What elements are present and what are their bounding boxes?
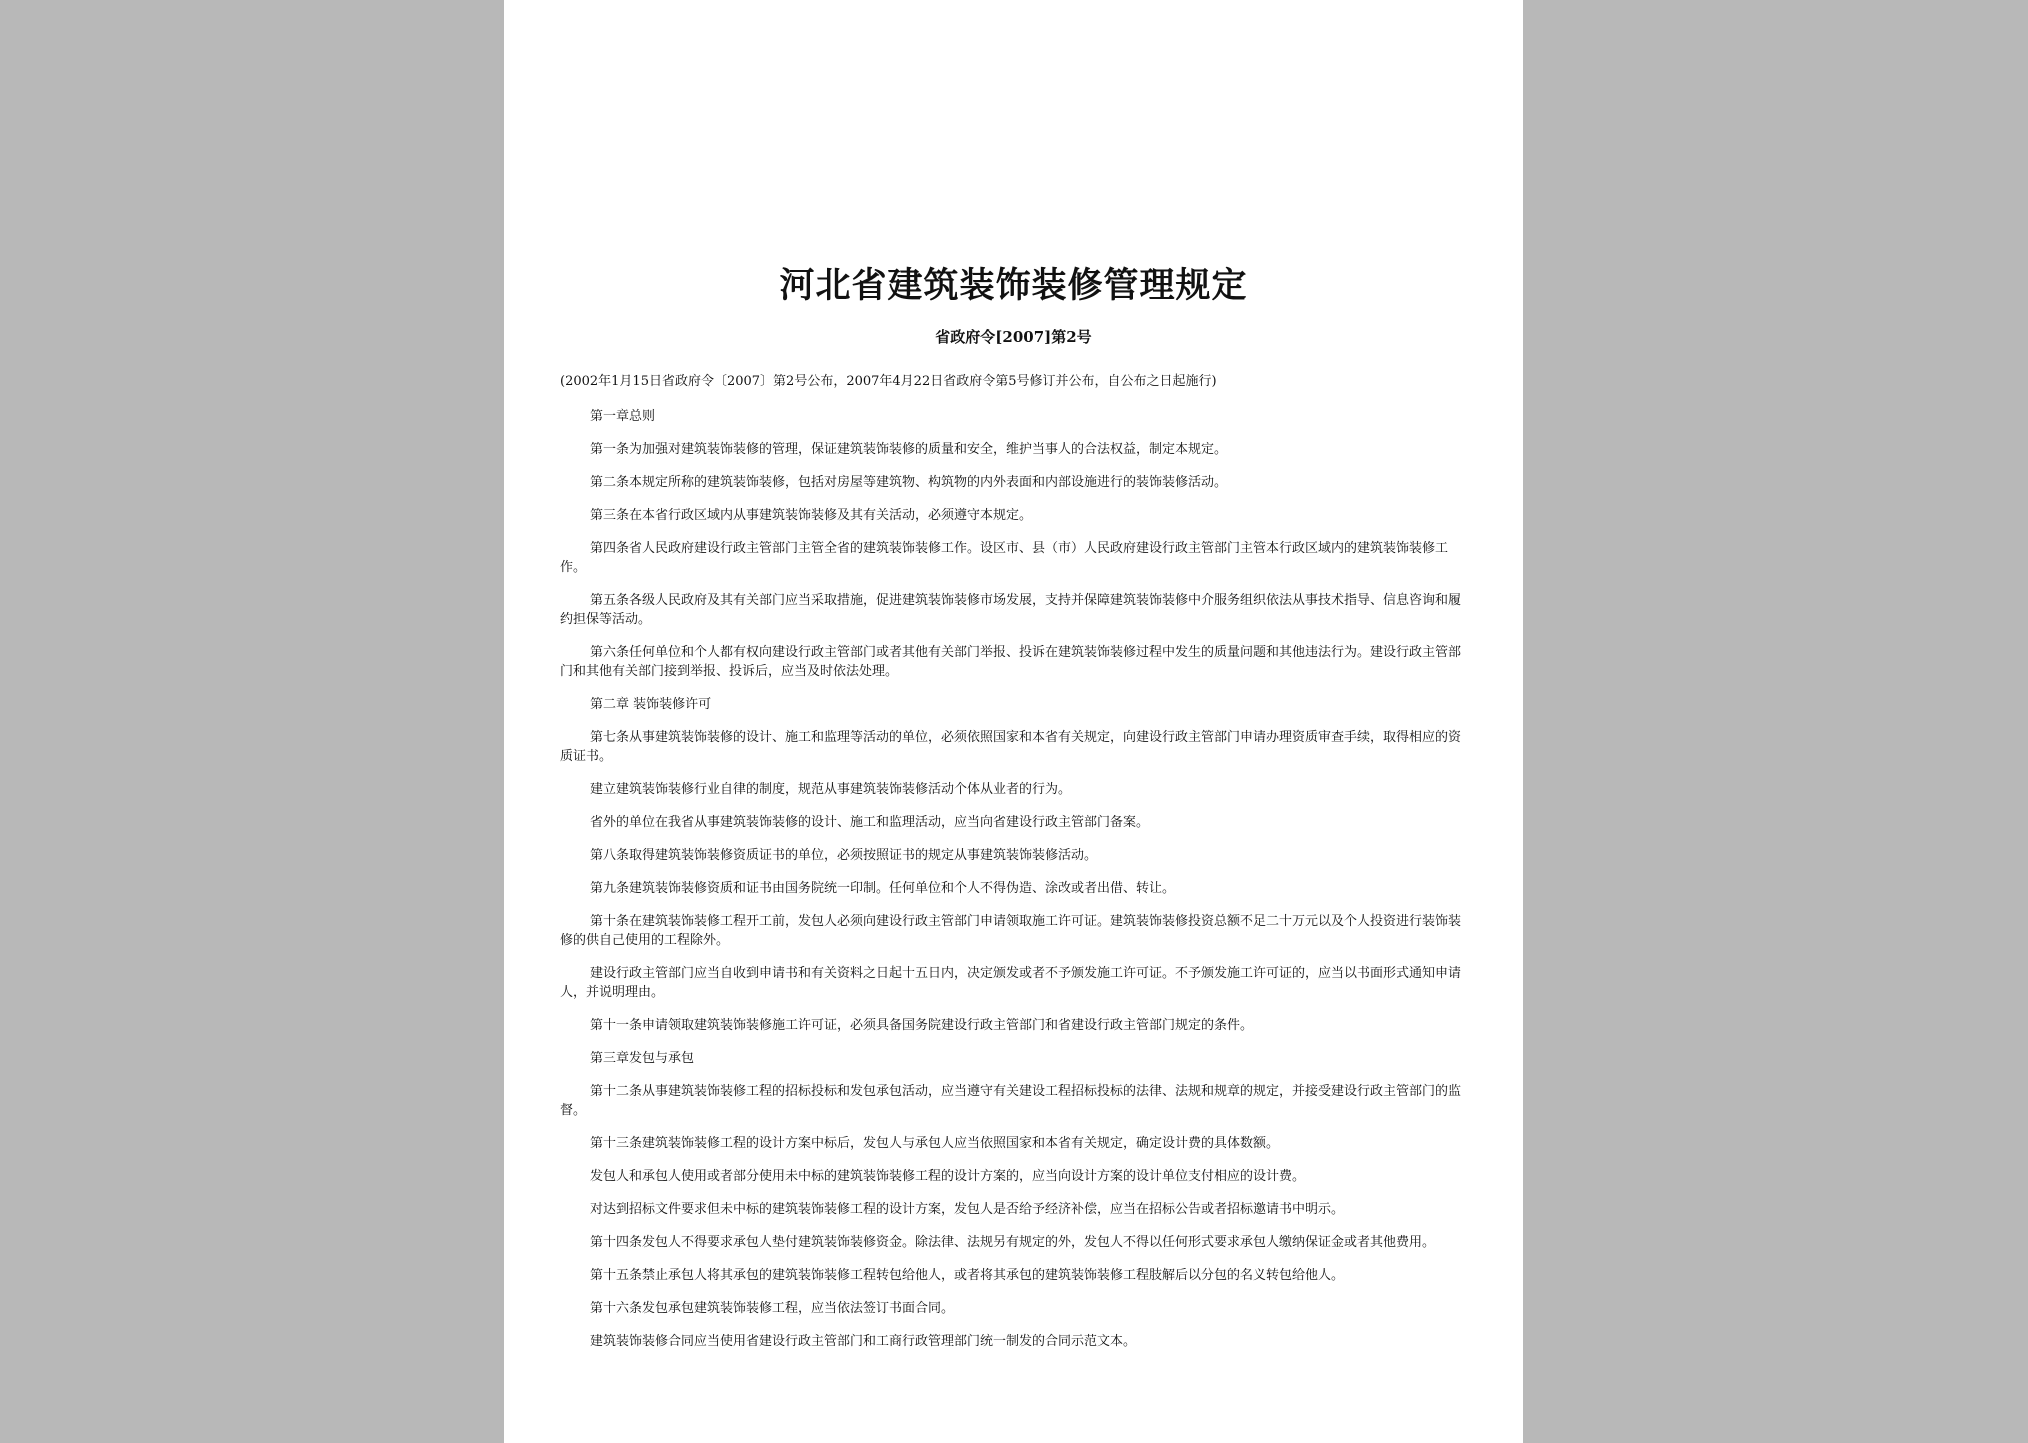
document-body: [560, 372, 1464, 1365]
article-paragraph: 第九条建筑装饰装修资质和证书由国务院统一印制。任何单位和个人不得伪造、涂改或者出借、转让。: [590, 881, 1176, 896]
chapter-heading: 第一章总则: [590, 409, 656, 424]
article-paragraph: 第三条在本省行政区域内从事建筑装饰装修及其有关活动，必须遵守本规定。: [590, 508, 1033, 523]
article-paragraph: 第十五条禁止承包人将其承包的建筑装饰装修工程转包给他人，或者将其承包的建筑装饰装修工程肢解后以分包的名义转包给他人。: [590, 1268, 1345, 1283]
article-paragraph: 第十一条申请领取建筑装饰装修施工许可证，必须具备国务院建设行政主管部门和省建设行政主管部门规定的条件。: [590, 1018, 1254, 1033]
article-paragraph: 第八条取得建筑装饰装修资质证书的单位，必须按照证书的规定从事建筑装饰装修活动。: [590, 848, 1098, 863]
chapter-heading: 第二章 装饰装修许可: [590, 697, 712, 712]
article-paragraph: 第六条任何单位和个人都有权向建设行政主管部门或者其他有关部门举报、投诉在建筑装饰装修过程中发生的质量问题和其他违法行为。建设行政主管部门和其他有关部门接到举报、投诉后，应当及时依法处理。: [560, 645, 1462, 679]
article-paragraph: 省外的单位在我省从事建筑装饰装修的设计、施工和监理活动，应当向省建设行政主管部门备案。: [590, 815, 1150, 830]
document-preamble: (2002年1月15日省政府令〔2007〕第2号公布，2007年4月22日省政府令第5号修订并公布，自公布之日起施行): [560, 374, 1217, 389]
article-paragraph: 第二条本规定所称的建筑装饰装修，包括对房屋等建筑物、构筑物的内外表面和内部设施进行的装饰装修活动。: [590, 475, 1228, 490]
document-title: 河北省建筑装饰装修管理规定: [779, 265, 1248, 306]
article-paragraph: 建立建筑装饰装修行业自律的制度，规范从事建筑装饰装修活动个体从业者的行为。: [590, 782, 1072, 797]
article-paragraph: 第十条在建筑装饰装修工程开工前，发包人必须向建设行政主管部门申请领取施工许可证。建筑装饰装修投资总额不足二十万元以及个人投资进行装饰装修的供自己使用的工程除外。: [560, 914, 1462, 948]
document-subtitle: 省政府令[2007]第2号: [935, 328, 1092, 346]
article-paragraph: 第七条从事建筑装饰装修的设计、施工和监理等活动的单位，必须依照国家和本省有关规定，向建设行政主管部门申请办理资质审查手续，取得相应的资质证书。: [560, 730, 1462, 764]
article-paragraph: 第十六条发包承包建筑装饰装修工程，应当依法签订书面合同。: [590, 1301, 955, 1316]
article-paragraph: 第十四条发包人不得要求承包人垫付建筑装饰装修资金。除法律、法规另有规定的外，发包人不得以任何形式要求承包人缴纳保证金或者其他费用。: [590, 1235, 1436, 1250]
chapter-heading: 第三章发包与承包: [590, 1051, 695, 1066]
article-paragraph: 第四条省人民政府建设行政主管部门主管全省的建筑装饰装修工作。设区市、县（市）人民政府建设行政主管部门主管本行政区域内的建筑装饰装修工作。: [560, 541, 1449, 575]
article-paragraph: 发包人和承包人使用或者部分使用未中标的建筑装饰装修工程的设计方案的，应当向设计方案的设计单位支付相应的设计费。: [590, 1169, 1306, 1184]
article-paragraph: 建筑装饰装修合同应当使用省建设行政主管部门和工商行政管理部门统一制发的合同示范文本。: [590, 1334, 1137, 1349]
article-paragraph: 第十三条建筑装饰装修工程的设计方案中标后，发包人与承包人应当依照国家和本省有关规定，确定设计费的具体数额。: [590, 1136, 1280, 1151]
article-paragraph: 对达到招标文件要求但未中标的建筑装饰装修工程的设计方案，发包人是否给予经济补偿，应当在招标公告或者招标邀请书中明示。: [590, 1202, 1345, 1217]
article-paragraph: 第一条为加强对建筑装饰装修的管理，保证建筑装饰装修的质量和安全，维护当事人的合法权益，制定本规定。: [590, 442, 1228, 457]
article-paragraph: 第五条各级人民政府及其有关部门应当采取措施，促进建筑装饰装修市场发展，支持并保障建筑装饰装修中介服务组织依法从事技术指导、信息咨询和履约担保等活动。: [560, 593, 1462, 627]
article-paragraph: 第十二条从事建筑装饰装修工程的招标投标和发包承包活动，应当遵守有关建设工程招标投标的法律、法规和规章的规定，并接受建设行政主管部门的监督。: [560, 1084, 1462, 1118]
article-paragraph: 建设行政主管部门应当自收到申请书和有关资料之日起十五日内，决定颁发或者不予颁发施工许可证。不予颁发施工许可证的，应当以书面形式通知申请人，并说明理由。: [560, 966, 1462, 1000]
document-page: [504, 0, 1523, 1443]
